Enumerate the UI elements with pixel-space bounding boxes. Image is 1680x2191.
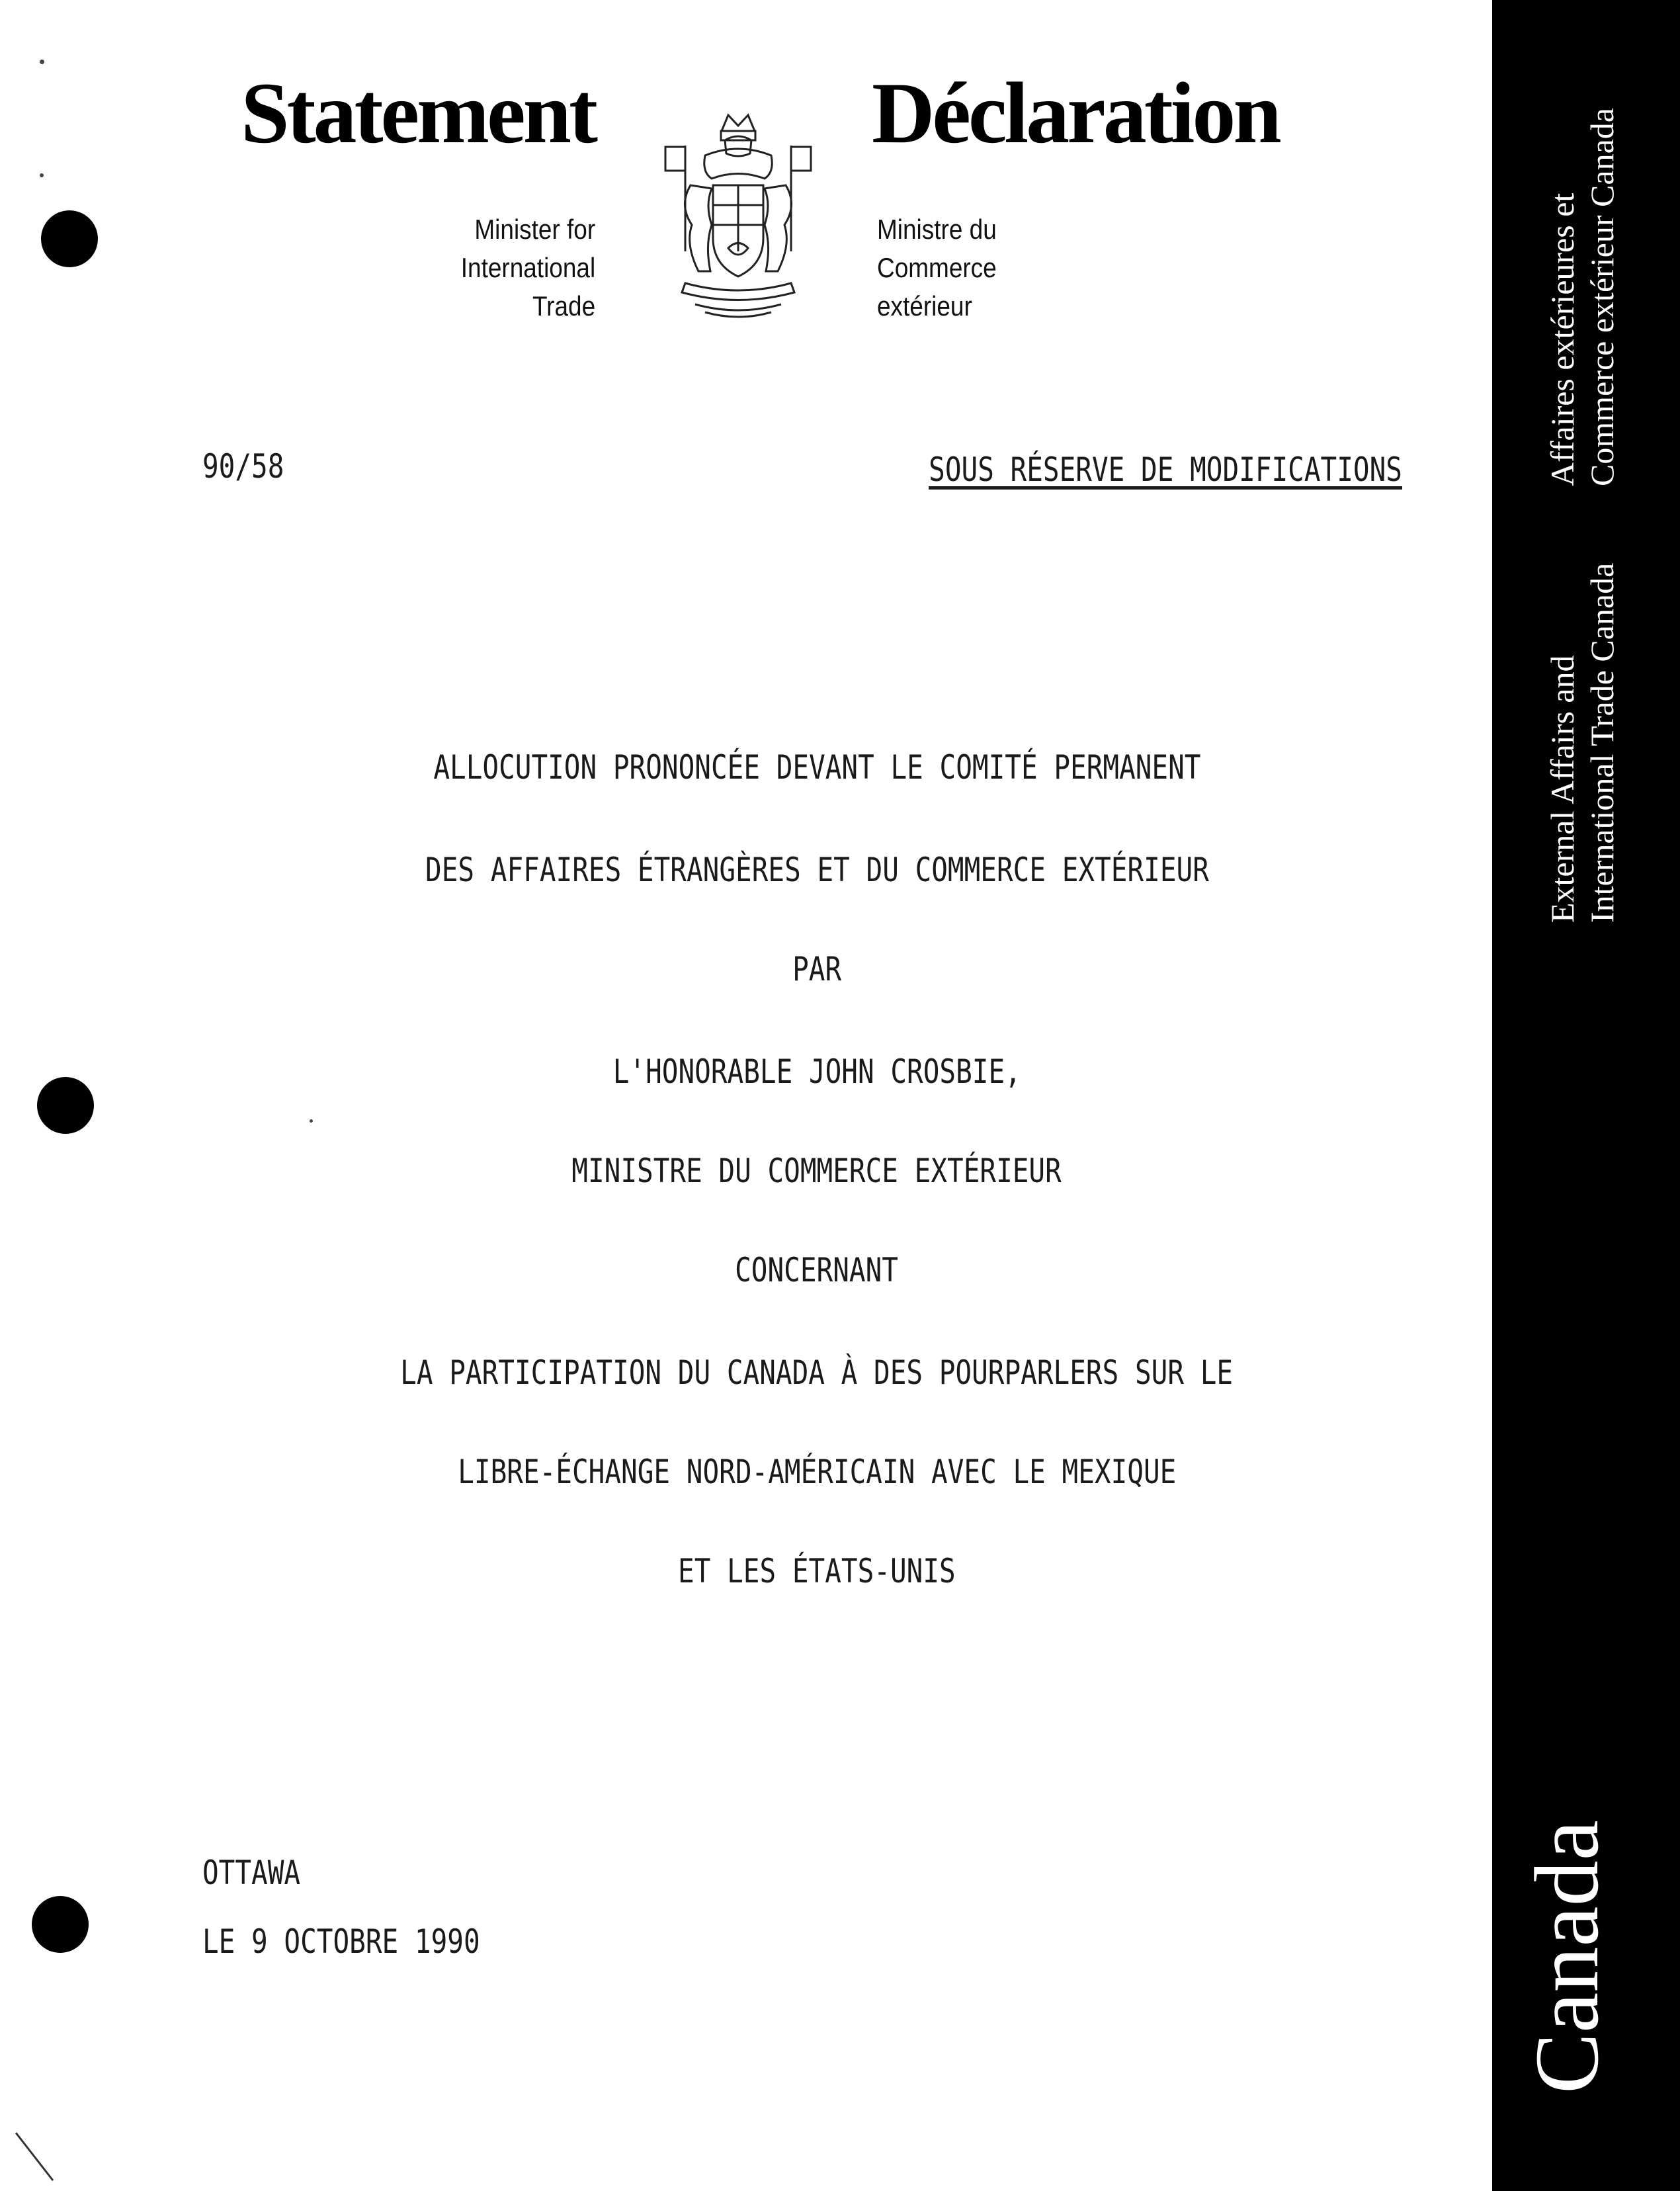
minister-en-line-2: International <box>460 252 595 283</box>
side-text-en-line-2: International Trade Canada <box>1583 562 1620 923</box>
body-line-1: ALLOCUTION PRONONCÉE DEVANT LE COMITÉ PERMANENT <box>433 748 1201 787</box>
minister-en-block <box>461 210 595 325</box>
statement-title: Statement <box>241 64 595 161</box>
body-line-8: LIBRE-ÉCHANGE NORD-AMÉRICAIN AVEC LE MEXIQUE <box>457 1453 1177 1491</box>
scan-speck <box>40 60 44 64</box>
side-text-fr-line-1: Affaires extérieures et <box>1544 193 1581 486</box>
body-line-2: DES AFFAIRES ÉTRANGÈRES ET DU COMMERCE EXTÉRIEUR <box>425 851 1209 889</box>
punch-hole <box>37 1077 94 1134</box>
date: LE 9 OCTOBRE 1990 <box>202 1922 480 1961</box>
minister-en-line-1: Minister for <box>474 214 595 245</box>
minister-fr-line-1: Ministre du <box>877 214 997 245</box>
body-line-9: ET LES ÉTATS-UNIS <box>678 1552 956 1590</box>
side-text-fr <box>1542 108 1622 486</box>
canada-wordmark: Canada <box>1516 1820 1617 2094</box>
side-text-fr-line-2: Commerce extérieur Canada <box>1583 108 1620 486</box>
coat-of-arms-icon <box>659 106 818 324</box>
side-text-en <box>1542 563 1622 923</box>
punch-hole <box>32 1896 89 1953</box>
declaration-title: Déclaration <box>872 64 1279 161</box>
minister-fr-block <box>877 210 997 325</box>
minister-fr-line-2: Commerce <box>877 252 997 283</box>
body-line-3: PAR <box>792 950 842 988</box>
minister-fr-line-3: extérieur <box>877 290 972 322</box>
punch-hole <box>41 210 98 267</box>
place: OTTAWA <box>202 1854 301 1892</box>
minister-en-line-3: Trade <box>532 290 595 322</box>
scan-mark <box>13 2130 60 2183</box>
document-number: 90/58 <box>202 447 284 486</box>
scan-speck <box>40 173 44 177</box>
body-line-7: LA PARTICIPATION DU CANADA À DES POURPARLERS SUR LE <box>400 1353 1234 1392</box>
body-line-5: MINISTRE DU COMMERCE EXTÉRIEUR <box>571 1152 1062 1190</box>
reserve-note: SOUS RÉSERVE DE MODIFICATIONS <box>929 451 1402 489</box>
side-text-en-line-1: External Affairs and <box>1544 655 1581 923</box>
body-line-6: CONCERNANT <box>735 1251 899 1289</box>
body-line-4: L'HONORABLE JOHN CROSBIE, <box>612 1053 1021 1091</box>
scan-speck <box>310 1119 313 1123</box>
